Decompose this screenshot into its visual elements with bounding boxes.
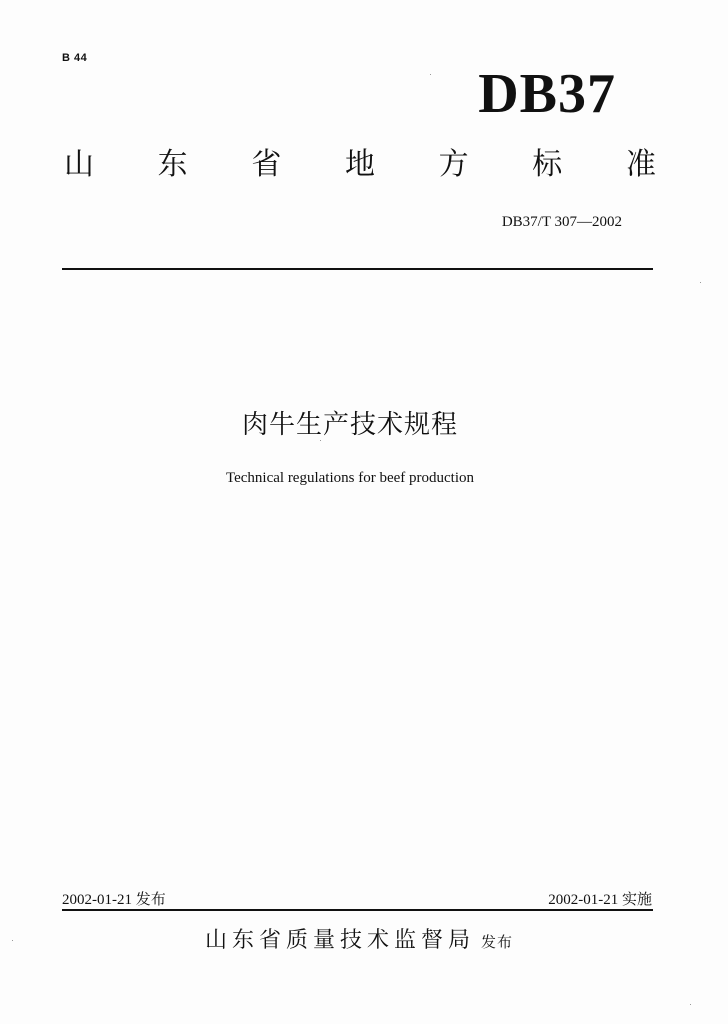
- publisher-name: 山东省质量技术监督局: [204, 928, 475, 953]
- scan-speck: [320, 440, 321, 441]
- ics-code: B 44: [62, 52, 88, 64]
- publisher-verb: 发布: [481, 933, 514, 951]
- top-divider: [62, 268, 653, 270]
- standard-type-char: 省: [251, 147, 282, 182]
- standard-type-char: 东: [157, 147, 188, 182]
- date-row: [62, 888, 652, 909]
- document-title-zh: 肉牛生产技术规程: [241, 410, 458, 440]
- scan-speck: [700, 282, 701, 283]
- db37-logo: DB37: [478, 63, 616, 125]
- scan-speck: [12, 940, 13, 941]
- scan-speck: [430, 74, 431, 75]
- document-title-en: Technical regulations for beef production: [225, 470, 475, 486]
- standard-type-char: 山: [64, 147, 94, 182]
- standard-type-char: 准: [625, 147, 656, 182]
- standard-type-char: 标: [532, 147, 563, 182]
- implement-date: 2002-01-21 实施: [548, 892, 652, 908]
- scan-speck: [690, 1004, 691, 1005]
- publisher-line: [0, 930, 718, 952]
- bottom-divider: [62, 909, 653, 911]
- standard-type-char: 方: [438, 147, 469, 182]
- issue-date: 2002-01-21 发布: [62, 892, 166, 908]
- standard-type-char: 地: [344, 147, 375, 182]
- standard-number: DB37/T 307—2002: [501, 214, 622, 230]
- standard-type-heading: [64, 147, 656, 182]
